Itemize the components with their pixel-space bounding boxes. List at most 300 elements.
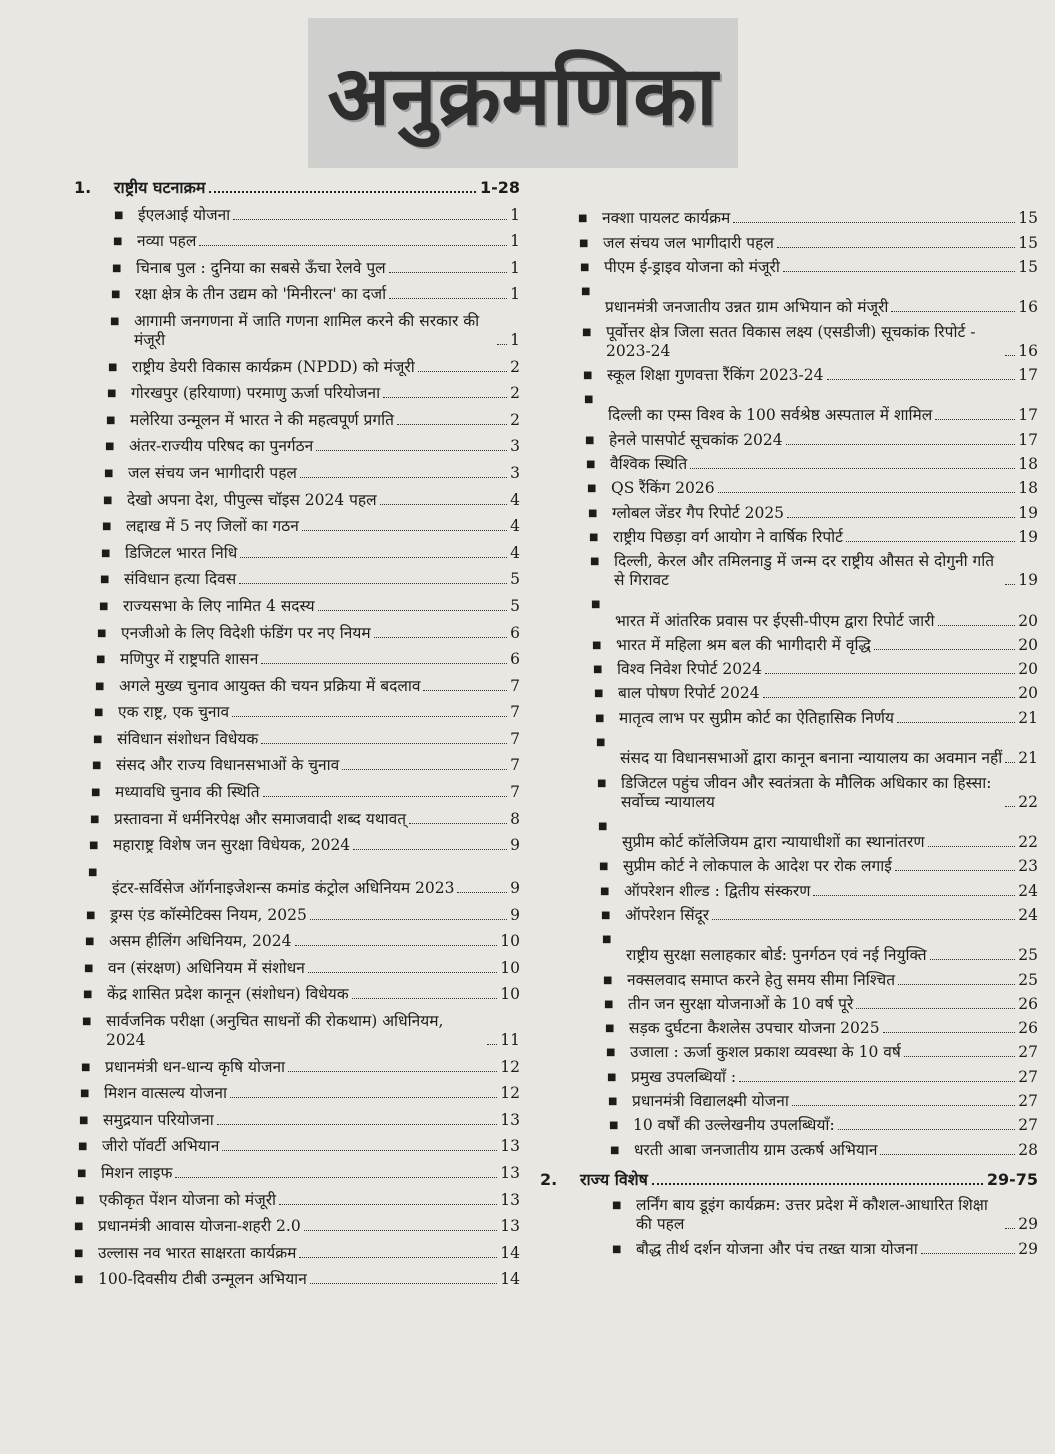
dot-leader [792,1105,1015,1106]
dot-leader [938,625,1016,626]
page-number: 20 [1018,684,1038,703]
bullet-icon: ■ [75,1194,85,1206]
entry-label: नव्या पहल [137,232,197,251]
dot-leader [883,1032,1016,1033]
entry-label: राष्ट्रीय सुरक्षा सलाहकार बोर्ड: पुनर्गठन एवं नई नियुक्ति [626,946,927,965]
bullet-icon: ■ [74,1274,84,1286]
entry-label: डिजिटल भारत निधि [125,543,238,562]
entry-label: तीन जन सुरक्षा योजनाओं के 10 वर्ष पूरे [628,994,854,1013]
dot-leader [1005,584,1015,585]
page-number: 19 [1018,503,1038,522]
toc-entry [540,1043,1038,1062]
toc-entry [74,517,520,536]
bullet-icon: ■ [111,289,121,301]
toc-entry [540,552,1038,590]
toc-entry [540,709,1038,728]
bullet-icon: ■ [88,866,98,878]
page-number: 15 [1018,257,1038,276]
dot-leader [935,419,1015,420]
entry-label: भारत में महिला श्रम बल की भागीदारी में वृद्धि [616,635,871,654]
toc-entry [74,703,520,722]
toc-entry [74,730,520,749]
dot-leader [1005,762,1015,763]
entry-label: सड़क दुर्घटना कैशलेस उपचार योजना 2025 [629,1019,880,1038]
dot-leader [217,1124,497,1125]
bullet-icon: ■ [600,885,610,897]
dot-leader [389,298,507,299]
entry-label: इंटर-सर्विसेज ऑर्गनाइजेशन्स कमांड कंट्रोल अधिनियम 2023 [112,878,455,897]
entry-label: केंद्र शासित प्रदेश कानून (संशोधन) विधेयक [107,985,349,1004]
page-number: 29 [1018,1214,1038,1233]
section-heading [540,1170,1038,1190]
bullet-icon: ■ [112,262,122,274]
bullet-icon: ■ [587,483,597,495]
dot-leader [765,673,1015,674]
entry-label: राज्यसभा के लिए नामित 4 सदस्य [123,596,315,615]
toc-entry [74,756,520,775]
entry-label: संविधान संशोधन विधेयक [117,729,259,748]
bullet-icon: ■ [84,962,94,974]
toc-entry [540,995,1038,1014]
entry-label: ऑपरेशन सिंदूर [625,905,710,924]
entry-label: रक्षा क्षेत्र के तीन उद्यम को 'मिनीरत्न' का दर्जा [135,285,387,304]
entry-label: प्रधानमंत्री आवास योजना-शहरी 2.0 [98,1217,301,1236]
entry-label: स्कूल शिक्षा गुणवत्ता रैंकिंग 2023-24 [607,365,824,384]
bullet-icon: ■ [590,556,600,568]
entry-label: मातृत्व लाभ पर सुप्रीम कोर्ट का ऐतिहासिक निर्णय [619,708,895,727]
entry-label: उजाला : ऊर्जा कुशल प्रकाश व्यवस्था के 10 वर्ष [630,1043,901,1062]
toc-entry [74,411,520,430]
bullet-icon: ■ [579,237,589,249]
page-number: 9 [510,878,520,897]
dot-leader [838,1129,1016,1130]
toc-entry [540,323,1038,361]
dot-leader [232,716,507,717]
entry-list [540,1196,1038,1259]
toc-entry [74,783,520,802]
page-number: 29 [1018,1239,1038,1258]
toc-entry [74,1058,520,1077]
entry-label: मलेरिया उन्मूलन में भारत ने की महत्वपूर्ण प्रगति [130,410,394,429]
dot-leader [880,1154,1015,1155]
dot-leader [261,743,507,744]
toc-entry [74,650,520,669]
dot-leader [783,271,1015,272]
entry-label: असम हीलिंग अधिनियम, 2024 [109,932,292,951]
page-number: 26 [1018,994,1038,1013]
toc-entry [74,1164,520,1183]
toc-entry [74,464,520,483]
section-heading [74,178,520,198]
right-column [540,204,1038,1259]
toc-entry [74,1111,520,1130]
dot-leader [895,870,1015,871]
dot-leader [733,222,1015,223]
bullet-icon: ■ [596,737,606,749]
bullet-icon: ■ [602,934,612,946]
page-number: 13 [500,1110,520,1129]
dot-leader [418,371,507,372]
bullet-icon: ■ [586,458,596,470]
bullet-icon: ■ [589,531,599,543]
toc-entry [540,971,1038,990]
bullet-icon: ■ [583,369,593,381]
page-number: 22 [1018,832,1038,851]
dot-leader [846,541,1015,542]
dot-leader [763,697,1016,698]
toc-entry [540,595,1038,630]
dot-leader [233,219,507,220]
bullet-icon: ■ [585,434,595,446]
page-number: 13 [500,1137,520,1156]
toc-entry [74,677,520,696]
entry-label: मिशन वात्सल्य योजना [104,1084,228,1103]
page-number: 8 [510,809,520,828]
page-number: 14 [500,1270,520,1289]
dot-leader [199,245,507,246]
dot-leader [712,919,1015,920]
bullet-icon: ■ [86,909,96,921]
page-number: 10 [500,985,520,1004]
page-number: 2 [510,384,520,403]
page-number: 13 [500,1217,520,1236]
dot-leader [318,610,508,611]
page-number: 27 [1018,1092,1038,1111]
dot-leader [813,895,1015,896]
dot-leader [310,1283,497,1284]
section-pages: 1-28 [479,178,520,197]
dot-leader [891,311,1015,312]
dot-leader [374,637,507,638]
dot-leader [898,984,1015,985]
entry-label: ड्रग्स एंड कॉस्मेटिक्स नियम, 2025 [110,905,307,924]
entry-label: मध्यावधि चुनाव की स्थिति [115,783,260,802]
toc-entry [540,1092,1038,1111]
page-number: 4 [510,517,520,536]
section-number: 1. [74,178,92,197]
entry-label: सार्वजनिक परीक्षा (अनुचित साधनों की रोकथाम) अधिनियम, 2024 [106,1011,444,1049]
toc-entry [74,1244,520,1263]
bullet-icon: ■ [91,787,101,799]
dot-leader [904,1056,1015,1057]
bullet-icon: ■ [96,654,106,666]
bullet-icon: ■ [604,998,614,1010]
bullet-icon: ■ [593,664,603,676]
toc-entry [540,882,1038,901]
bullet-icon: ■ [74,1221,84,1233]
entry-label: देखो अपना देश, पीपुल्स चॉइस 2024 पहल [127,490,377,509]
bullet-icon: ■ [100,574,110,586]
bullet-icon: ■ [110,315,120,327]
bullet-icon: ■ [81,1061,91,1073]
entry-label: हेनले पासपोर्ट सूचकांक 2024 [609,430,783,449]
toc-entry [540,366,1038,385]
toc-entry [74,570,520,589]
dot-leader [690,468,1015,469]
page-number: 20 [1018,635,1038,654]
page-number: 7 [510,676,520,695]
bullet-icon: ■ [105,441,115,453]
page-number: 23 [1018,857,1038,876]
dot-leader [299,1257,497,1258]
bullet-icon: ■ [114,209,124,221]
bullet-icon: ■ [89,840,99,852]
bullet-icon: ■ [584,394,594,406]
page-number: 7 [510,729,520,748]
toc-entry [74,1217,520,1236]
entry-label: डिजिटल पहुंच जीवन और स्वतंत्रता के मौलिक अधिकार का हिस्सा: सर्वोच्च न्यायालय [621,773,992,811]
dot-leader [310,919,507,920]
bullet-icon: ■ [97,627,107,639]
bullet-icon: ■ [80,1088,90,1100]
dot-leader [383,397,507,398]
dot-leader [897,722,1015,723]
dot-leader [423,690,507,691]
page-number: 26 [1018,1019,1038,1038]
dot-leader [261,663,507,664]
entry-label: प्रधानमंत्री धन-धान्य कृषि योजना [105,1057,286,1076]
entry-label: ग्लोबल जेंडर गैप रिपोर्ट 2025 [612,503,785,522]
dot-leader [787,517,1015,518]
toc-entry [540,660,1038,679]
page-number: 6 [510,650,520,669]
bullet-icon: ■ [592,639,602,651]
dot-leader [409,823,507,824]
entry-label: वन (संरक्षण) अधिनियम में संशोधन [108,958,305,977]
page-number: 1 [510,330,520,349]
toc-entry [74,312,520,350]
page-number: 25 [1018,946,1038,965]
dot-leader [739,1081,1015,1082]
page-number: 27 [1018,1116,1038,1135]
page-number: 11 [500,1030,520,1049]
entry-label: दिल्ली, केरल और तमिलनाडु में जन्म दर राष्ट्रीय औसत से दोगुनी गति से गिरावट [614,552,995,590]
bullet-icon: ■ [606,1047,616,1059]
toc-entry [74,836,520,855]
dot-leader [1005,1228,1015,1229]
toc-entry [540,636,1038,655]
toc-entry [540,684,1038,703]
page-number: 7 [510,783,520,802]
bullet-icon: ■ [92,760,102,772]
page-number: 25 [1018,970,1038,989]
page-number: 24 [1018,905,1038,924]
entry-label: राष्ट्रीय पिछड़ा वर्ग आयोग ने वार्षिक रिपोर्ट [613,527,843,546]
entry-label: एक राष्ट्र, एक चुनाव [118,703,230,722]
dot-leader [777,247,1015,248]
toc-entry [540,258,1038,277]
entry-label: पीएम ई-ड्राइव योजना को मंजूरी [604,257,780,276]
page-number: 18 [1018,454,1038,473]
toc-entry [540,209,1038,228]
page-number: 9 [510,905,520,924]
dot-leader [1005,806,1015,807]
dot-leader [928,846,1016,847]
page-number: 15 [1018,233,1038,252]
dot-leader [316,450,507,451]
dot-leader [175,1177,497,1178]
entry-label: प्रस्तावना में धर्मनिरपेक्ष और समाजवादी शब्द यथावत् [114,809,407,828]
dot-leader [718,492,1016,493]
page-number: 4 [510,490,520,509]
toc-entry [74,597,520,616]
toc-entry [74,1191,520,1210]
entry-label: आगामी जनगणना में जाति गणना शामिल करने की सरकार की मंजूरी [134,311,480,349]
page-number: 10 [500,958,520,977]
dot-leader [487,1044,497,1045]
bullet-icon: ■ [595,712,605,724]
toc-entry [74,1084,520,1103]
dot-leader [397,424,507,425]
bullet-icon: ■ [83,989,93,1001]
page-number: 22 [1018,792,1038,811]
page-number: 15 [1018,209,1038,228]
toc-entry [540,1116,1038,1135]
toc-entry [74,959,520,978]
section-number: 2. [540,1169,558,1189]
entry-label: वैश्विक स्थिति [610,454,688,473]
page-number: 27 [1018,1067,1038,1086]
entry-label: नक्शा पायलट कार्यक्रम [602,209,731,228]
dot-leader [874,649,1015,650]
bullet-icon: ■ [107,388,117,400]
bullet-icon: ■ [77,1167,87,1179]
toc-entry [74,437,520,456]
entry-label: अंतर-राज्यीय परिषद का पुनर्गठन [129,437,314,456]
dot-leader [222,1150,497,1151]
entry-label: ईएलआई योजना [138,205,231,224]
toc-entry [540,733,1038,768]
page-number: 1 [510,205,520,224]
page-number: 17 [1018,406,1038,425]
title-banner [308,18,738,168]
entry-label: संविधान हत्या दिवस [124,570,237,589]
toc-entry [540,455,1038,474]
page-number: 2 [510,410,520,429]
toc-entry [540,390,1038,425]
page-number: 18 [1018,479,1038,498]
entry-label: बौद्ध तीर्थ दर्शन योजना और पंच तख्त यात्रा योजना [636,1239,918,1258]
toc-entry [540,1196,1038,1234]
dot-leader [389,272,507,273]
dot-leader [308,972,497,973]
dot-leader [288,1071,497,1072]
entry-label: बाल पोषण रिपोर्ट 2024 [618,684,760,703]
page-number: 3 [510,463,520,482]
entry-label: संसद या विधानसभाओं द्वारा कानून बनाना न्यायालय का अवमान नहीं [620,749,1003,768]
bullet-icon: ■ [599,861,609,873]
entry-label: QS रैंकिंग 2026 [611,479,715,498]
toc-entry [540,774,1038,812]
page-number: 27 [1018,1043,1038,1062]
dot-leader [1005,355,1015,356]
page-number: 17 [1018,430,1038,449]
entry-label: लद्दाख में 5 नए जिलों का गठन [126,517,299,536]
toc-entry [74,232,520,251]
page-number: 17 [1018,365,1038,384]
dot-leader [230,1097,497,1098]
entry-label: पूर्वोत्तर क्षेत्र जिला सतत विकास लक्ष्य (एसडीजी) सूचकांक रिपोर्ट - 2023-24 [606,322,976,360]
entry-label: समुद्रयान परियोजना [103,1110,214,1129]
page-number: 12 [500,1057,520,1076]
toc-entry [540,431,1038,450]
bullet-icon: ■ [90,813,100,825]
page-number: 9 [510,836,520,855]
entry-label: धरती आबा जनजातीय ग्राम उत्कर्ष अभियान [634,1140,878,1159]
page-number: 21 [1018,749,1038,768]
bullet-icon: ■ [588,507,598,519]
bullet-icon: ■ [102,521,112,533]
dot-leader [342,769,507,770]
entry-label: सुप्रीम कोर्ट ने लोकपाल के आदेश पर रोक लगाई [623,857,892,876]
entry-label: राष्ट्रीय डेयरी विकास कार्यक्रम (NPDD) को मंजूरी [132,357,415,376]
page-number: 6 [510,623,520,642]
dot-leader [497,344,507,345]
section-title: राज्य विशेष [580,1169,648,1189]
toc-entry [74,206,520,225]
entry-label: ऑपरेशन शील्ड : द्वितीय संस्करण [624,881,811,900]
toc-entry [74,544,520,563]
entry-label: दिल्ली का एम्स विश्व के 100 सर्वश्रेष्ठ अस्पताल में शामिल [608,406,933,425]
page-number: 24 [1018,881,1038,900]
toc-entry [540,282,1038,317]
toc-entry [540,234,1038,253]
toc-entry [74,1012,520,1050]
bullet-icon: ■ [605,1023,615,1035]
bullet-icon: ■ [74,1247,84,1259]
dot-leader [930,959,1016,960]
page-number: 19 [1018,527,1038,546]
page-number: 28 [1018,1140,1038,1159]
toc-entry [74,810,520,829]
toc-entry [74,1137,520,1156]
bullet-icon: ■ [101,547,111,559]
bullet-icon: ■ [581,286,591,298]
bullet-icon: ■ [591,599,601,611]
entry-label: प्रधानमंत्री विद्यालक्ष्मी योजना [632,1092,789,1111]
bullet-icon: ■ [99,600,109,612]
page-number: 5 [510,596,520,615]
entry-label: मिशन लाइफ [101,1163,173,1182]
dot-leader [457,892,507,893]
toc-entry [74,384,520,403]
bullet-icon: ■ [603,974,613,986]
page-number: 4 [510,543,520,562]
page-title: अनुक्रमणिका [327,49,719,144]
dot-leader [263,796,508,797]
entry-label: महाराष्ट्र विशेष जन सुरक्षा विधेयक, 2024 [113,836,351,855]
page-number: 1 [510,285,520,304]
toc-entry [74,863,520,898]
page-number: 16 [1018,341,1038,360]
dot-leader [239,583,507,584]
entry-label: एकीकृत पेंशन योजना को मंजूरी [99,1190,277,1209]
entry-label: प्रधानमंत्री जनजातीय उन्नत ग्राम अभियान को मंजूरी [605,298,889,317]
bullet-icon: ■ [612,1199,622,1211]
entry-label: उल्लास नव भारत साक्षरता कार्यक्रम [98,1243,297,1262]
dot-leader [300,477,507,478]
toc-entry [74,491,520,510]
dot-leader [921,1253,1015,1254]
page-number: 12 [500,1084,520,1103]
toc-entry [74,906,520,925]
bullet-icon: ■ [608,1096,618,1108]
entry-label: सुप्रीम कोर्ट कॉलेजियम द्वारा न्यायाधीशों का स्थानांतरण [622,832,925,851]
entry-label: लर्निंग बाय डूइंग कार्यक्रम: उत्तर प्रदेश में कौशल-आधारित शिक्षा की पहल [636,1195,988,1233]
dot-leader [240,557,507,558]
dot-leader [302,530,507,531]
entry-label: एनजीओ के लिए विदेशी फंडिंग पर नए नियम [121,623,371,642]
